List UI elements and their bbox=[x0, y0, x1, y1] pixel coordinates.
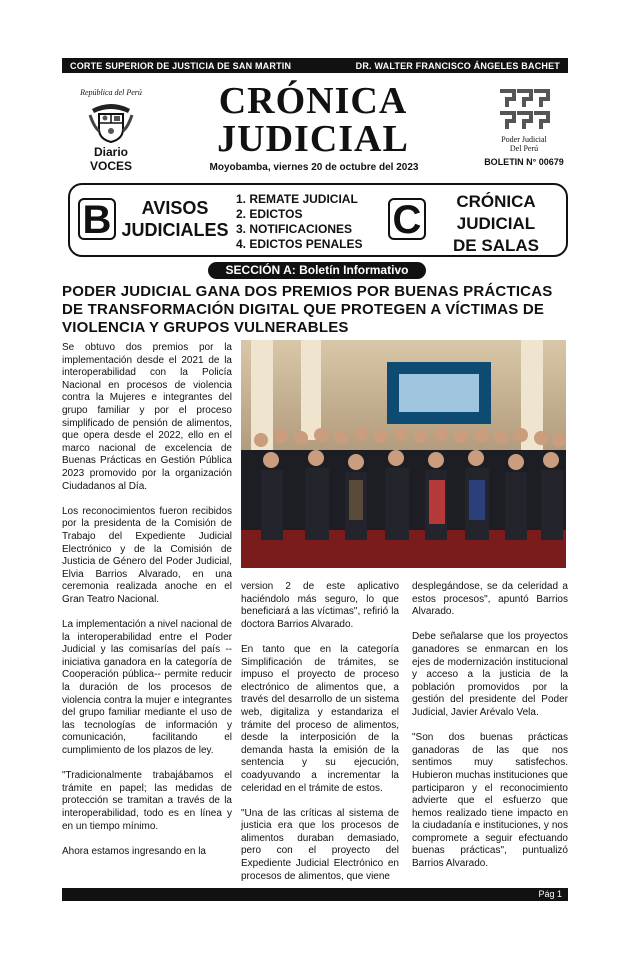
footer-bar bbox=[62, 888, 568, 901]
list-item: 2. EDICTOS bbox=[236, 207, 303, 221]
paragraph: Ahora estamos ingresando en la bbox=[62, 845, 206, 857]
paragraph: "Son dos buenas prácticas ganadoras de las que nos sentimos muy satisfechos. Hubieron muchas instituciones que participaron y el reconocimiento advierte que el esfuerzo que hemos realizado tiene impacto en la ciudadanía e instituciones, y nos compromete a seguir efectuando buenas prácticas", puntualizó Barrios Alvarado. bbox=[412, 732, 568, 870]
avisos-list bbox=[236, 192, 388, 252]
avisos-line-2: JUDICIALES bbox=[121, 220, 229, 240]
list-item: 1. REMATE JUDICIAL bbox=[236, 192, 358, 206]
article-column-3 bbox=[412, 581, 568, 883]
title-line-1: CRÓNICA bbox=[218, 80, 408, 122]
court-name: CORTE SUPERIOR DE JUSTICIA DE SAN MARTIN bbox=[70, 60, 292, 71]
title-line-2: JUDICIAL bbox=[217, 118, 409, 160]
dateline: Moyobamba, viernes 20 de octubre del 2023 bbox=[209, 162, 419, 173]
paragraph: En tanto que en la categoría Simplificación de trámites, se impuso el proyecto de proceso electrónico de alimentos que, a través del desarrollo de un sistema web, digitaliza y estandariza el trámite del proceso de alimentos, desde la interposición de la demanda hasta la emisión de la sentencia y su ejecución, coadyuvando a incrementar la celeridad en el trámite de estos. bbox=[241, 643, 399, 794]
avisos-line-1: AVISOS bbox=[141, 198, 209, 218]
paragraph: "Una de las críticas al sistema de justicia era que los procesos de alimentos duraban demasiado, pero con el proyecto del Expediente Judicial Electrónico en procesos de alimentos, que viene bbox=[241, 807, 399, 882]
section-a-bar: SECCIÓN A: Boletín Informativo bbox=[208, 262, 426, 279]
paragraph: desplegándose, se da celeridad a estos procesos", apuntó Barrios Alvarado. bbox=[412, 581, 568, 618]
avisos-judiciales-title bbox=[120, 197, 230, 241]
director-name: DR. WALTER FRANCISCO ÁNGELES BACHET bbox=[355, 60, 560, 71]
cronica-salas-title bbox=[434, 191, 558, 257]
paragraph: Los reconocimientos fueron recibidos por la presidenta de la Comisión de Trabajo del Expediente Judicial Electrónico y de la Comisión de Justicia de Género del Poder Judicial, Elvia Barrios Alvarado, en una ceremonia realizada anoche en el Gran Teatro Nacional. bbox=[62, 505, 232, 605]
paragraph: "Tradicionalmente trabajábamos el trámite en papel; las medidas de protección se tramitan a través de la interoperabilidad, todo es en línea y en un tiempo mínimo. bbox=[62, 770, 232, 832]
poder-judicial-logo bbox=[480, 88, 568, 167]
paragraph: La implementación a nivel nacional de la interoperabilidad entre el Poder Judicial y las comisarías del país --iniciativa ganadora en la categoría de Cooperación pública-- permite reducir la duración de los procesos de violencia contra la mujer e integrantes del grupo familiar mediante el uso de las tecnologías de información y comunicación, facilitando el cumplimiento de los plazos de ley. bbox=[62, 619, 232, 756]
section-letter-c: C bbox=[388, 198, 426, 240]
group-photo-illustration bbox=[241, 340, 566, 568]
diario-voces-logo bbox=[76, 88, 146, 172]
article-column-1 bbox=[62, 342, 232, 871]
pj-name-line-1: Poder Judicial bbox=[501, 135, 547, 144]
brand-prefix: Diario bbox=[93, 145, 128, 159]
list-item: 4. EDICTOS PENALES bbox=[236, 237, 363, 251]
brand-highlight: VOCES bbox=[89, 159, 132, 173]
coat-of-arms-icon bbox=[88, 99, 134, 143]
paragraph: Debe señalarse que los proyectos ganadores se enmarcan en los ejes de modernización institucional y acceso a la justicia de la población promovidos por la gestión del presidente del Poder Judicial, Javier Arévalo Vela. bbox=[412, 631, 568, 718]
list-item: 3. NOTIFICACIONES bbox=[236, 222, 353, 236]
bulletin-number: BOLETIN N° 00679 bbox=[484, 157, 564, 167]
salas-line-3: DE SALAS bbox=[453, 236, 539, 255]
page-number: Pág 1 bbox=[538, 889, 562, 899]
poder-judicial-emblem-icon bbox=[497, 88, 551, 132]
article-headline: PODER JUDICIAL GANA DOS PREMIOS POR BUENAS PRÁCTICAS DE TRANSFORMACIÓN DIGITAL QUE PROTEGEN A VÍCTIMAS DE VIOLENCIA Y GRUPOS VULNERABLES bbox=[62, 283, 553, 336]
section-letter-b: B bbox=[78, 198, 116, 240]
sections-box bbox=[68, 183, 568, 257]
top-bar bbox=[62, 58, 568, 73]
pj-name-line-2: Del Perú bbox=[509, 144, 539, 153]
ceremony-photo bbox=[241, 340, 566, 568]
paragraph: Se obtuvo dos premios por la implementación desde el 2021 de la interoperabilidad con la Policía Nacional en procesos de violencia contra la Mujeres e integrantes del grupo familiar y por el proceso simplificado de pensión de alimentos, que opera desde el 2022, ello en el marco nacional de excelencia de Buenas Prácticas en Gestión Pública 2023 promovido por la organización Ciudadanos al Día. bbox=[62, 342, 232, 492]
seal-arc-text: República del Perú bbox=[80, 88, 142, 97]
article-column-2 bbox=[241, 581, 399, 896]
newspaper-title bbox=[210, 82, 416, 158]
salas-line-1: CRÓNICA bbox=[456, 192, 536, 211]
salas-line-2: JUDICIAL bbox=[456, 214, 536, 233]
paragraph: version 2 de este aplicativo haciéndolo más seguro, lo que beneficiará a las víctimas", refirió la doctora Barrios Alvarado. bbox=[241, 581, 399, 630]
brand-name bbox=[76, 145, 146, 173]
masthead bbox=[62, 76, 568, 180]
